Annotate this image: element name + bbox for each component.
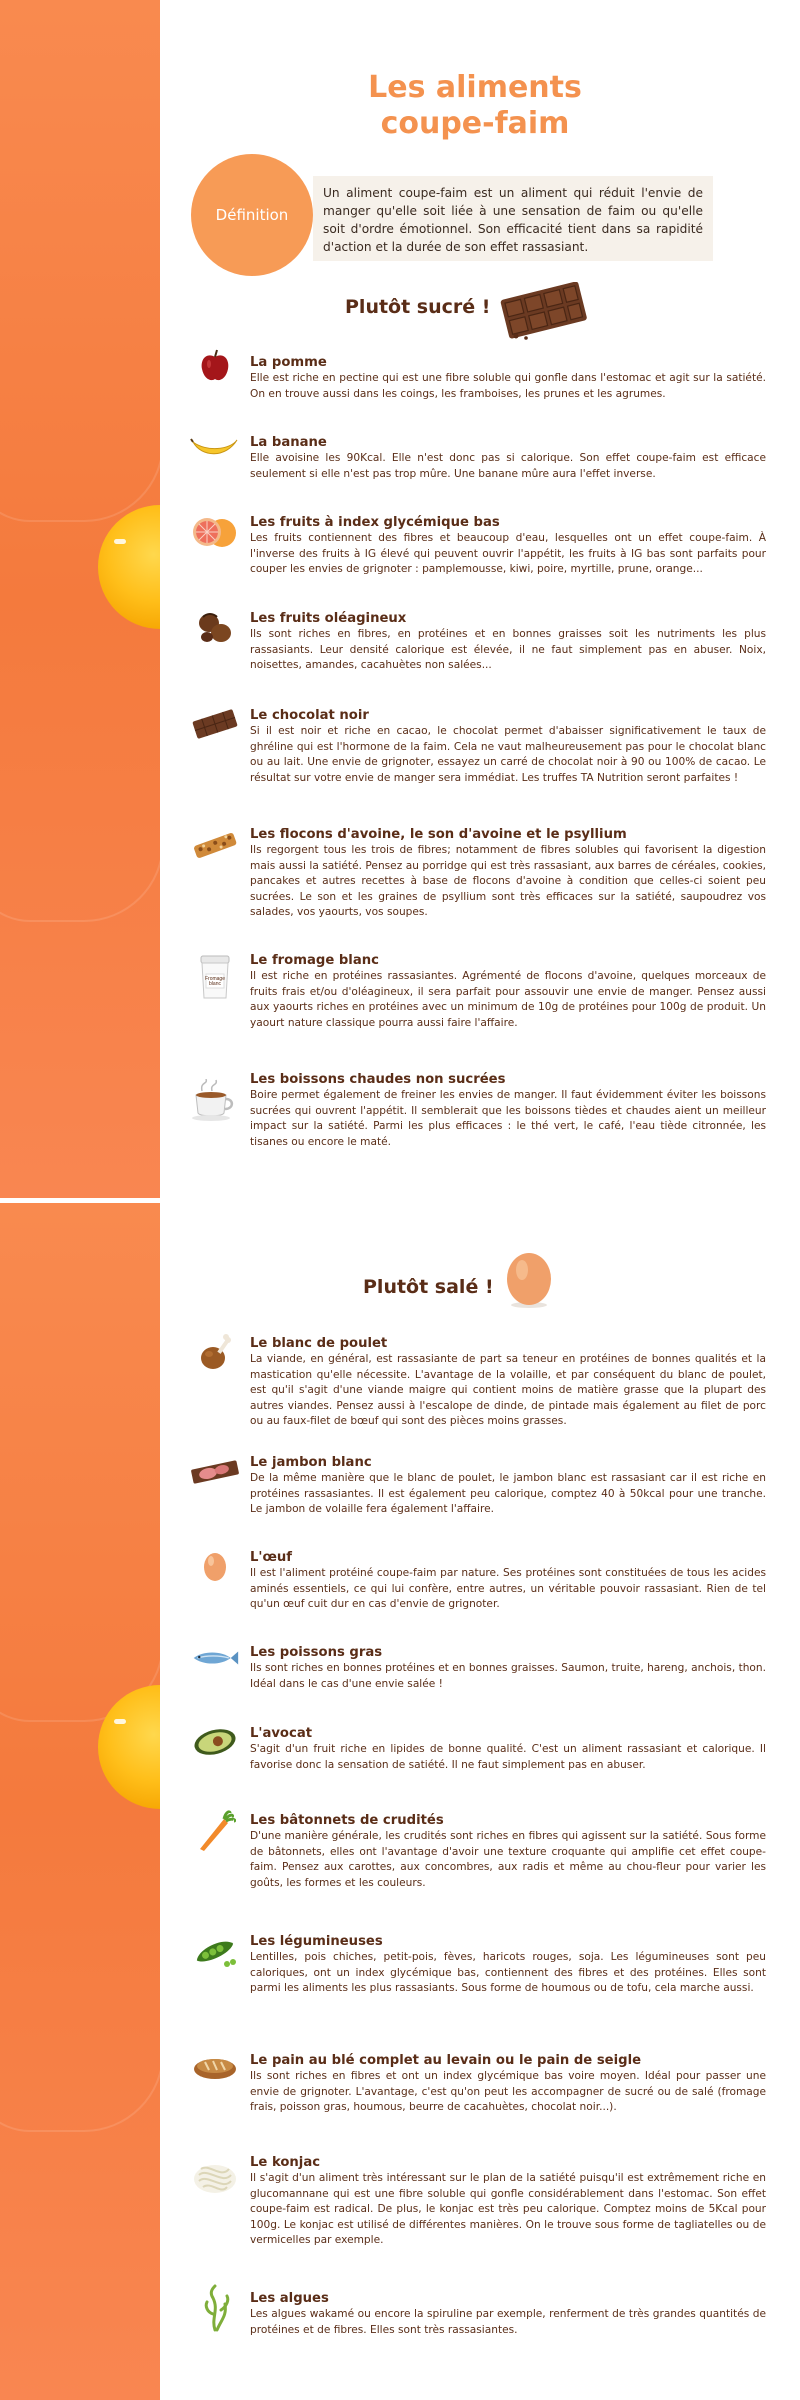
item-title: Les bâtonnets de crudités: [250, 1813, 444, 1828]
item-description: La viande, en général, est rassasiante de part sa teneur en protéines de bonnes qualités et la mastication qu'elle nécessite. L'avantage de la volaille, et par conséquent du blanc de poulet, est qu'il s'agit d'une viande maigre qui contient moins de matière grasse que la plupart des autres viandes. Pensez aussi à l'escalope de dinde, de pintade mais également au filet de porc ou au faux-filet de bœuf qui sont des pièces moins grasses.: [250, 1353, 766, 1427]
title-line-2: coupe-faim: [380, 106, 570, 141]
item-description: Il s'agit d'un aliment très intéressant sur le plan de la satiété puisqu'il est extrêmement riche en glucomannane qui est une fibre soluble qui gonfle considérablement dans l'estomac. Son effet coupe-faim est radical. De plus, le konjac est très peu calorique. Comptez moins de 5Kcal pour 100g. Le konjac est utilisé de différentes manières. On le trouve sous forme de tagliatelles ou de vermicelles par exemple.: [250, 2172, 766, 2246]
peas-icon: [190, 1930, 240, 1974]
egg-illustration: [502, 1248, 556, 1314]
item-description: Il est riche en protéines rassasiantes. Agrémenté de flocons d'avoine, quelques morceaux de fruits frais et/ou d'oléagineux, il sera parfait pour assouvir une envie de manger. Pensez aussi aux yaourts riches en protéines avec un minimum de 10g de protéines pour 100g de produit. Un yaourt nature classique pourra aussi faire l'affaire.: [250, 970, 766, 1029]
ham-icon: [190, 1450, 240, 1494]
cereal-bar-icon: [190, 823, 240, 867]
grapefruit-icon: [190, 510, 240, 554]
item-description: D'une manière générale, les crudités sont riches en fibres qui agissent sur la satiété. Sous forme de bâtonnets, elles ont l'avantage d'avoir une texture croquante qui amplifie cet effet coupe-faim. Pensez aux carottes, aux concombres, aux radis et même au chou-fleur pour varier les goûts, les formes et les couleurs.: [250, 1830, 766, 1889]
fromage-blanc-icon: [190, 955, 240, 999]
sweet-heading: Plutôt sucré !: [345, 296, 491, 318]
konjac-icon: [190, 2154, 240, 2198]
chicken-leg-icon: [190, 1332, 240, 1376]
list-item: [250, 1725, 766, 1773]
list-item: [250, 1454, 766, 1518]
hazelnut-icon: [190, 605, 240, 649]
item-title: Les algues: [250, 2291, 329, 2306]
item-description: Il est l'aliment protéiné coupe-faim par nature. Ses protéines sont constituées de tous les acides aminés essentiels, ce qui lui confère, entre autres, un véritable pouvoir rassasiant. Rien de tel qu'un œuf cuit dur en cas d'envie de grignoter.: [250, 1567, 766, 1610]
item-description: Ils sont riches en fibres, en protéines et en bonnes graisses soit les nutriments les plus rassasiants. Leur densité calorique est élevée, il ne faut simplement pas en abuser. Noix, noisettes, amandes, cacahuètes non salées...: [250, 628, 766, 671]
item-title: La banane: [250, 435, 327, 450]
svg-text:blanc: blanc: [209, 981, 221, 987]
list-item: [250, 1812, 766, 1891]
list-item: [250, 1644, 766, 1692]
item-description: Elle avoisine les 90Kcal. Elle n'est donc pas si calorique. Son effet coupe-faim est efficace seulement si elle n'est pas trop mûre. Une banane mûre aura l'effet inverse.: [250, 452, 766, 480]
item-title: Le pain au blé complet au levain ou le pain de seigle: [250, 2053, 642, 2068]
drip-decoration: [0, 780, 160, 922]
bread-icon: [190, 2045, 240, 2089]
item-title: Les fruits à index glycémique bas: [250, 515, 500, 530]
list-item: [250, 707, 766, 786]
item-description: Si il est noir et riche en cacao, le chocolat permet d'abaisser significativement le taux de ghréline qui est l'hormone de la faim. Cela ne vaut malheureusement pas pour le chocolat blanc ou au lait. Une envie de grignoter, essayez un carré de chocolat noir à 90 ou 100% de cacao. Le résultat sur votre envie de manger sera immédiat. Les truffes TA Nutrition seront parfaites !: [250, 725, 766, 784]
item-description: Elle est riche en pectine qui est une fibre soluble qui gonfle dans l'estomac et agit sur la satiété. On en trouve aussi dans les coings, les framboises, les prunes et les agrumes.: [250, 372, 766, 400]
hot-drink-icon: [190, 1078, 240, 1122]
item-description: Ils regorgent tous les trois de fibres; notamment de fibres solubles qui favorisent la digestion mais aussi la satiété. Pensez au porridge qui est très rassasiant, aux barres de céréales, cookies, pancakes et autres recettes à base de flocons d'avoine à condition que celles-ci soient peu sucrées. Le son et les graines de psyllium sont très efficaces sur la satiété, saupoudrez vos salades, vos yaourts, vos soupes.: [250, 844, 766, 918]
apple-icon: [190, 344, 240, 388]
item-title: Les flocons d'avoine, le son d'avoine et le psyllium: [250, 827, 627, 842]
item-description: Ils sont riches en fibres et ont un index glycémique bas voire moyen. Idéal pour passer une envie de grignoter. L'avantage, c'est qu'on peut les accompagner de sucré ou de salé (fromage frais, poisson gras, houmous, beurre de cacahuètes, chocolat noir...).: [250, 2070, 766, 2113]
item-title: Le konjac: [250, 2155, 321, 2170]
carrot-icon: [190, 1810, 240, 1854]
avocado-icon: [190, 1720, 240, 1764]
item-description: De la même manière que le blanc de poulet, le jambon blanc est rassasiant car il est riche en protéines rassasiantes. Il est également peu calorique, comptez 40 à 50kcal pour une tranche. Le jambon de volaille fera également l'affaire.: [250, 1472, 766, 1515]
banana-icon: [190, 425, 240, 469]
seaweed-icon: [190, 2286, 240, 2330]
title-line-1: Les aliments: [368, 70, 582, 105]
item-description: Lentilles, pois chiches, petit-pois, fèves, haricots rouges, soja. Les légumineuses sont peu caloriques, ont un index glycémique bas, contiennent des fibres et des protéines. Elles sont parmi les aliments les plus rassasiants. Sous forme de houmous ou de tofu, cela marche aussi.: [250, 1951, 766, 1994]
item-description: Boire permet également de freiner les envies de manger. Il faut évidemment éviter les boissons sucrées qui ouvrent l'appétit. Il semblerait que les boissons tièdes et chaudes aient un meilleur impact sur la satiété. Parmi les plus efficaces : le thé vert, le café, l'eau tiède citronnée, les tisanes ou encore le maté.: [250, 1089, 766, 1148]
page-title: [300, 70, 650, 142]
list-item: [250, 2052, 766, 2116]
list-item: [250, 952, 766, 1031]
list-item: [250, 826, 766, 921]
drip-decoration: [0, 1990, 160, 2132]
list-item: [250, 354, 766, 402]
svg-text:Fromage: Fromage: [204, 976, 226, 982]
fish-icon: [190, 1636, 240, 1680]
item-title: Le jambon blanc: [250, 1455, 372, 1470]
item-description: Les algues wakamé ou encore la spiruline par exemple, renferment de très grandes quantités de protéines et de fibres. Elles sont très rassasiantes.: [250, 2308, 766, 2336]
definition-label: Définition: [215, 206, 289, 224]
item-title: Les poissons gras: [250, 1645, 383, 1660]
item-description: Ils sont riches en bonnes protéines et en bonnes graisses. Saumon, truite, hareng, anchois, thon. Idéal dans le cas d'une envie salée !: [250, 1662, 766, 1690]
chocolate-bar-illustration: [496, 282, 592, 344]
definition-badge: [191, 154, 313, 276]
item-description: Les fruits contiennent des fibres et beaucoup d'eau, lesquelles ont un effet coupe-faim. À l'inverse des fruits à IG élevé qui peuvent ouvrir l'appétit, les fruits à IG bas sont parfaits pour couper les envies de grignoter : pamplemousse, kiwi, poire, myrtille, prune, orange...: [250, 532, 766, 575]
chocolate-icon: [190, 702, 240, 746]
list-item: [250, 2290, 766, 2338]
item-title: L'œuf: [250, 1550, 292, 1565]
item-title: Le fromage blanc: [250, 953, 379, 968]
item-title: L'avocat: [250, 1726, 313, 1741]
item-title: Le blanc de poulet: [250, 1336, 388, 1351]
egg-icon: [190, 1544, 240, 1588]
item-title: Le chocolat noir: [250, 708, 369, 723]
item-title: Les fruits oléagineux: [250, 611, 407, 626]
list-item: [250, 1335, 766, 1430]
list-item: [250, 2154, 766, 2249]
list-item: [250, 514, 766, 578]
decorative-side-strip: [0, 0, 160, 2400]
item-title: La pomme: [250, 355, 327, 370]
drip-decoration: [0, 380, 160, 522]
list-item: [250, 610, 766, 674]
definition-text: Un aliment coupe-faim est un aliment qui réduit l'envie de manger qu'elle soit liée à une sensation de faim ou qu'elle soit d'ordre émotionnel. Son efficacité tient dans sa rapidité d'action et la durée de son effet rassasiant.: [313, 176, 713, 261]
item-title: Les légumineuses: [250, 1934, 383, 1949]
item-description: S'agit d'un fruit riche en lipides de bonne qualité. C'est un aliment rassasiant et calorique. Il favorise donc la sensation de satiété. Il ne faut simplement pas en abuser.: [250, 1743, 766, 1771]
salty-heading: Plutôt salé !: [363, 1276, 494, 1298]
list-item: [250, 1549, 766, 1613]
item-title: Les boissons chaudes non sucrées: [250, 1072, 506, 1087]
list-item: [250, 1071, 766, 1150]
list-item: [250, 434, 766, 482]
list-item: [250, 1933, 766, 1997]
